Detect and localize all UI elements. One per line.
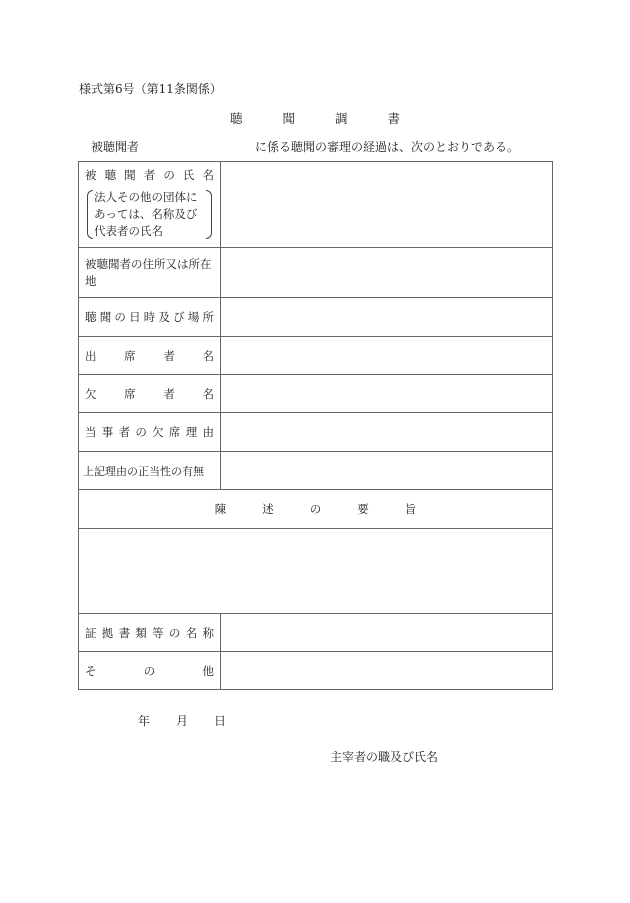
statement-summary-header: 陳 述 の 要 旨 <box>79 490 553 529</box>
label-name: 被 聴 聞 者 の 氏 名 <box>85 168 214 182</box>
value-cell-address[interactable] <box>221 248 553 298</box>
value-cell-other[interactable] <box>221 652 553 690</box>
statement-summary-body[interactable] <box>79 529 553 614</box>
table-row <box>79 652 553 690</box>
title-char: 聞 <box>282 111 295 126</box>
value-cell-absence-reason[interactable] <box>221 413 553 452</box>
title-char: 調 <box>335 111 348 126</box>
label-cell-other: そ の 他 <box>79 652 221 690</box>
value-cell-attendees[interactable] <box>221 337 553 375</box>
table-row <box>79 375 553 413</box>
table-row <box>79 614 553 652</box>
label-cell-datetime-place: 聴 聞 の 日 時 及 び 場 所 <box>79 298 221 337</box>
year-label: 年 <box>138 714 151 728</box>
intro-text: に係る聴聞の審理の経過は、次のとおりである。 <box>255 140 520 154</box>
label-cell-name <box>79 162 221 248</box>
table-row <box>79 337 553 375</box>
label-note-bracket: 法人その他の団体に あっては、名称及び 代表者の氏名 <box>87 189 212 240</box>
value-cell-reason-validity[interactable] <box>221 452 553 490</box>
hearing-record-table <box>78 161 553 690</box>
day-label: 日 <box>214 714 227 728</box>
table-row <box>79 162 553 248</box>
table-row <box>79 248 553 298</box>
label-cell-attendees: 出 席 者 名 <box>79 337 221 375</box>
label-cell-absentees: 欠 席 者 名 <box>79 375 221 413</box>
value-cell-absentees[interactable] <box>221 375 553 413</box>
label-cell-address: 被聴聞者の住所又は所在 地 <box>79 248 221 298</box>
table-row <box>79 298 553 337</box>
label-cell-absence-reason: 当 事 者 の 欠 席 理 由 <box>79 413 221 452</box>
table-row <box>79 490 553 529</box>
date-line <box>138 712 252 729</box>
value-cell-name[interactable] <box>221 162 553 248</box>
table-row <box>79 413 553 452</box>
chair-signature-label: 主宰者の職及び氏名 <box>330 750 439 764</box>
month-label: 月 <box>176 714 189 728</box>
table-row <box>79 529 553 614</box>
table-row <box>79 452 553 490</box>
form-number: 様式第6号（第11条関係） <box>79 82 222 96</box>
document-title <box>0 109 630 127</box>
label-cell-reason-validity: 上記理由の正当性の有無 <box>79 452 221 490</box>
label-cell-evidence: 証 拠 書 類 等 の 名 称 <box>79 614 221 652</box>
value-cell-evidence[interactable] <box>221 614 553 652</box>
title-char: 聴 <box>229 111 243 126</box>
subject-label: 被聴聞者 <box>91 140 140 154</box>
value-cell-datetime-place[interactable] <box>221 298 553 337</box>
title-char: 書 <box>387 111 401 126</box>
